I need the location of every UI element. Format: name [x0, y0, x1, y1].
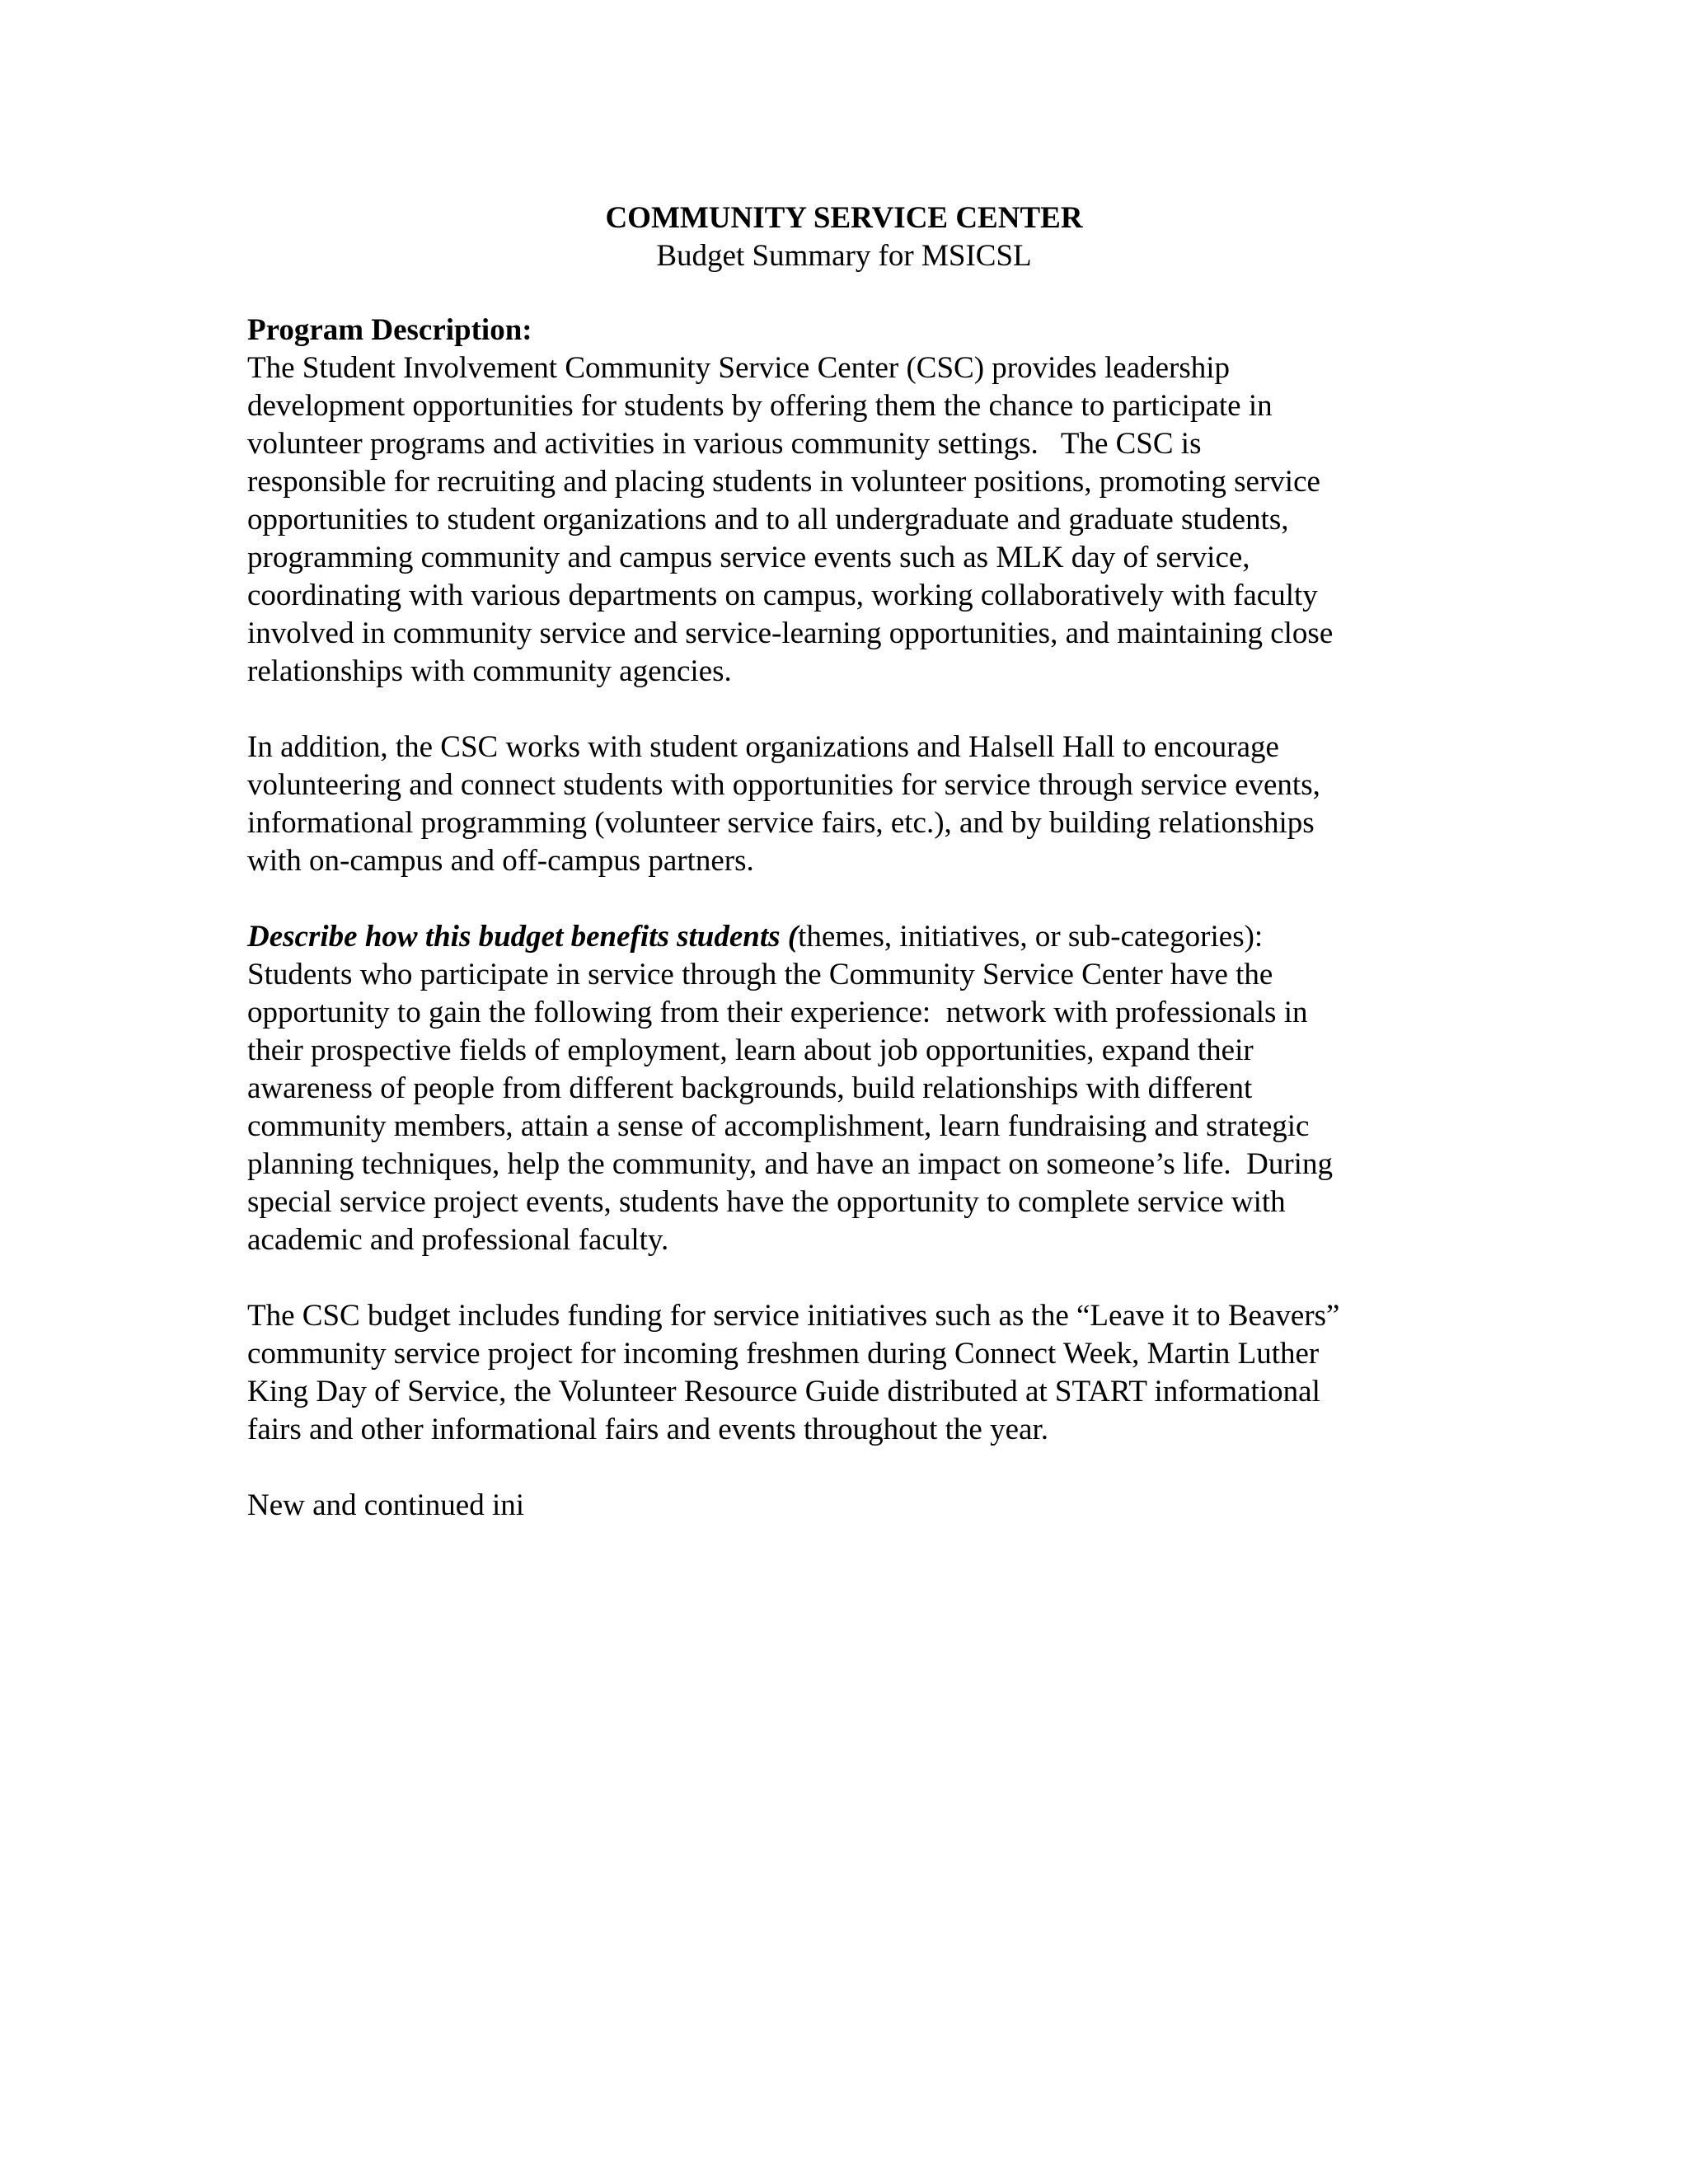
paragraph-line: informational programming (volunteer service fairs, etc.), and by building relationships — [247, 806, 1315, 840]
paragraph-line: special service project events, students have the opportunity to complete service with — [247, 1185, 1286, 1219]
program-description-section — [247, 312, 1451, 691]
paragraph-line: responsible for recruiting and placing students in volunteer positions, promoting service — [247, 465, 1320, 499]
paragraph-line: fairs and other informational fairs and events throughout the year. — [247, 1413, 1048, 1446]
paragraph-line: King Day of Service, the Volunteer Resource Guide distributed at START informational — [247, 1375, 1320, 1408]
addition-paragraph — [247, 729, 1451, 880]
paragraph-line: programming community and campus service events such as MLK day of service, — [247, 541, 1250, 574]
paragraph-line: relationships with community agencies. — [247, 654, 732, 688]
budget-paragraph — [247, 1297, 1451, 1449]
paragraph-line: coordinating with various departments on campus, working collaboratively with faculty — [247, 579, 1318, 612]
benefits-section — [247, 918, 1451, 1259]
document-title: COMMUNITY SERVICE CENTER — [605, 201, 1083, 235]
paragraph-line: opportunity to gain the following from their experience: network with professionals in — [247, 996, 1308, 1029]
paragraph-line: their prospective fields of employment, learn about job opportunities, expand their — [247, 1033, 1254, 1067]
paragraph-line: volunteer programs and activities in various community settings. The CSC is — [247, 427, 1202, 461]
paragraph-line: community members, attain a sense of accomplishment, learn fundraising and strategic — [247, 1109, 1310, 1143]
paragraph-line: academic and professional faculty. — [247, 1223, 669, 1257]
document-subtitle: Budget Summary for MSICSL — [656, 239, 1032, 273]
paragraph-line: volunteering and connect students with opportunities for service through service events, — [247, 768, 1320, 802]
paragraph-line: Students who participate in service through the Community Service Center have the — [247, 958, 1273, 991]
paragraph-line: awareness of people from different backgrounds, build relationships with different — [247, 1071, 1253, 1105]
paragraph-line: In addition, the CSC works with student organizations and Halsell Hall to encourage — [247, 730, 1279, 764]
paragraph-line: involved in community service and service-learning opportunities, and maintaining close — [247, 616, 1334, 650]
benefits-heading-emphasis: Describe how this budget benefits students ( — [247, 920, 799, 954]
paragraph-line: The CSC budget includes funding for service initiatives such as the “Leave it to Beavers” — [247, 1299, 1340, 1333]
program-description-heading: Program Description: — [247, 313, 532, 347]
paragraph-line: opportunities to student organizations and to all undergraduate and graduate students, — [247, 503, 1289, 537]
paragraph-line: New and continued ini — [247, 1488, 524, 1522]
truncated-paragraph — [247, 1487, 1451, 1525]
paragraph-line: with on-campus and off-campus partners. — [247, 844, 754, 878]
paragraph-line: The Student Involvement Community Service Center (CSC) provides leadership — [247, 351, 1231, 385]
paragraph-line: development opportunities for students by offering them the chance to participate in — [247, 389, 1273, 423]
paragraph-line: planning techniques, help the community, and have an impact on someone’s life. During — [247, 1147, 1333, 1181]
benefits-heading-rest: themes, initiatives, or sub-categories): — [798, 920, 1264, 954]
benefits-heading — [247, 918, 1451, 956]
paragraph-line: community service project for incoming freshmen during Connect Week, Martin Luther — [247, 1337, 1320, 1371]
